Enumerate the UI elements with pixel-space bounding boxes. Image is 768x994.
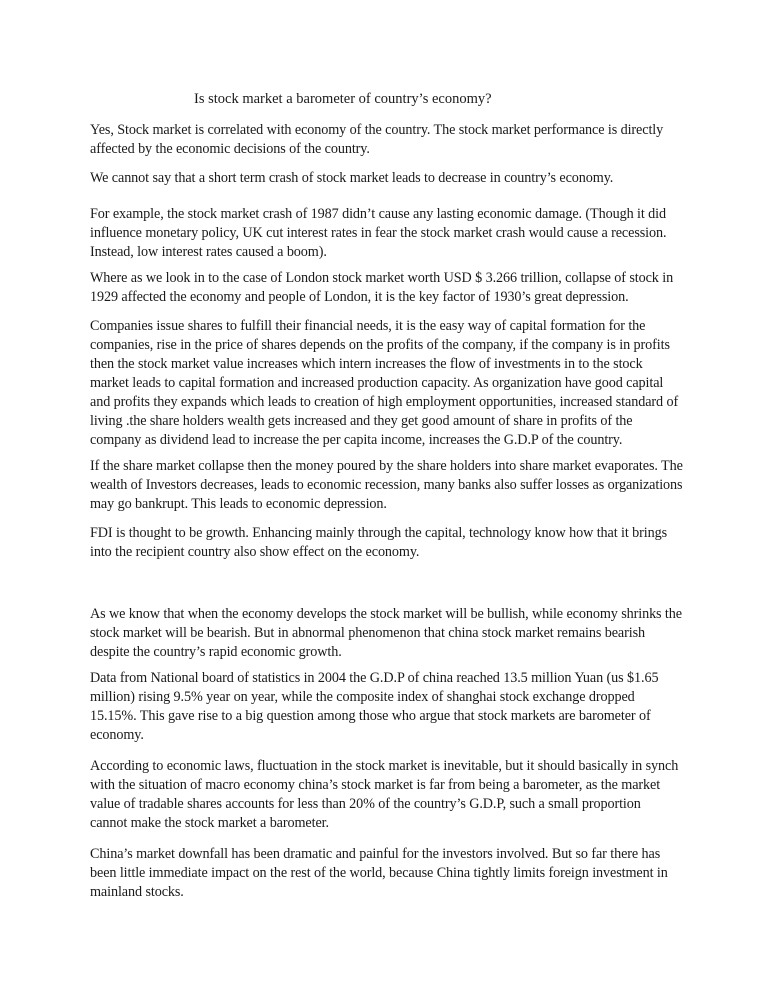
paragraph <box>90 121 688 159</box>
text-line: For example, the stock market crash of 1987 didn’t cause any lasting economic damage. (Though it did <box>90 206 666 222</box>
text-line: Where as we look in to the case of London stock market worth USD $ 3.266 trillion, collapse of stock in <box>90 270 674 286</box>
text-line: FDI is thought to be growth. Enhancing mainly through the capital, technology know how that it brings <box>90 525 668 541</box>
paragraph <box>90 205 688 262</box>
text-line: companies, rise in the price of shares depends on the profits of the company, if the company is in profits <box>90 337 670 353</box>
text-line: As we know that when the economy develops the stock market will be bullish, while economy shrinks the <box>90 606 682 622</box>
text-line: China’s market downfall has been dramatic and painful for the investors involved. But so far there has <box>90 846 661 862</box>
text-line: cannot make the stock market a barometer. <box>90 815 329 831</box>
text-line: been little immediate impact on the rest of the world, because China tightly limits foreign investment in <box>90 865 668 881</box>
text-line: Data from National board of statistics in 2004 the G.D.P of china reached 13.5 million Yuan (us $1.65 <box>90 670 659 686</box>
text-line: with the situation of macro economy china’s stock market is far from being a barometer, as the market <box>90 777 661 793</box>
text-line: market leads to capital formation and increased production capacity. As organization have good capital <box>90 375 664 391</box>
text-line: Instead, low interest rates caused a boom). <box>90 244 327 260</box>
paragraph <box>90 669 688 745</box>
text-line: then the stock market value increases which intern increases the flow of investments in to the stock <box>90 356 643 372</box>
paragraph <box>90 757 688 833</box>
text-line: million) rising 9.5% year on year, while the composite index of shanghai stock exchange dropped <box>90 689 635 705</box>
paragraph <box>90 605 688 662</box>
paragraph <box>90 269 688 307</box>
document-title: Is stock market a barometer of country’s economy? <box>194 91 492 107</box>
text-line: stock market will be bearish. But in abnormal phenomenon that china stock market remains bearish <box>90 625 645 641</box>
text-line: mainland stocks. <box>90 884 184 900</box>
text-line: 1929 affected the economy and people of London, it is the key factor of 1930’s great depression. <box>90 289 629 305</box>
text-line: According to economic laws, fluctuation in the stock market is inevitable, but it should basically in synch <box>90 758 679 774</box>
text-line: economy. <box>90 727 144 743</box>
text-line: wealth of Investors decreases, leads to economic recession, many banks also suffer losses as organizations <box>90 477 683 493</box>
paragraph <box>90 457 688 514</box>
paragraph <box>90 845 688 902</box>
text-line: value of tradable shares accounts for less than 20% of the country’s G.D.P, such a small proportion <box>90 796 641 812</box>
text-line: Companies issue shares to fulfill their financial needs, it is the easy way of capital formation for the <box>90 318 646 334</box>
text-line: If the share market collapse then the money poured by the share holders into share market evaporates. The <box>90 458 683 474</box>
text-line: We cannot say that a short term crash of stock market leads to decrease in country’s economy. <box>90 170 614 186</box>
text-line: and profits they expands which leads to creation of high employment opportunities, increased standard of <box>90 394 679 410</box>
text-line: despite the country’s rapid economic growth. <box>90 644 342 660</box>
text-line: company as dividend lead to increase the per capita income, increases the G.D.P of the country. <box>90 432 623 448</box>
text-line: living .the share holders wealth gets increased and they get good amount of share in profits of the <box>90 413 633 429</box>
text-line: Yes, Stock market is correlated with economy of the country. The stock market performance is directly <box>90 122 664 138</box>
paragraph <box>90 524 688 562</box>
text-line: may go bankrupt. This leads to economic depression. <box>90 496 387 512</box>
text-line: influence monetary policy, UK cut interest rates in fear the stock market crash would cause a recession. <box>90 225 667 241</box>
text-line: into the recipient country also show effect on the economy. <box>90 544 420 560</box>
text-line: affected by the economic decisions of the country. <box>90 141 370 157</box>
text-line: 15.15%. This gave rise to a big question among those who argue that stock markets are barometer of <box>90 708 651 724</box>
paragraph <box>90 169 688 188</box>
paragraph <box>90 317 688 450</box>
